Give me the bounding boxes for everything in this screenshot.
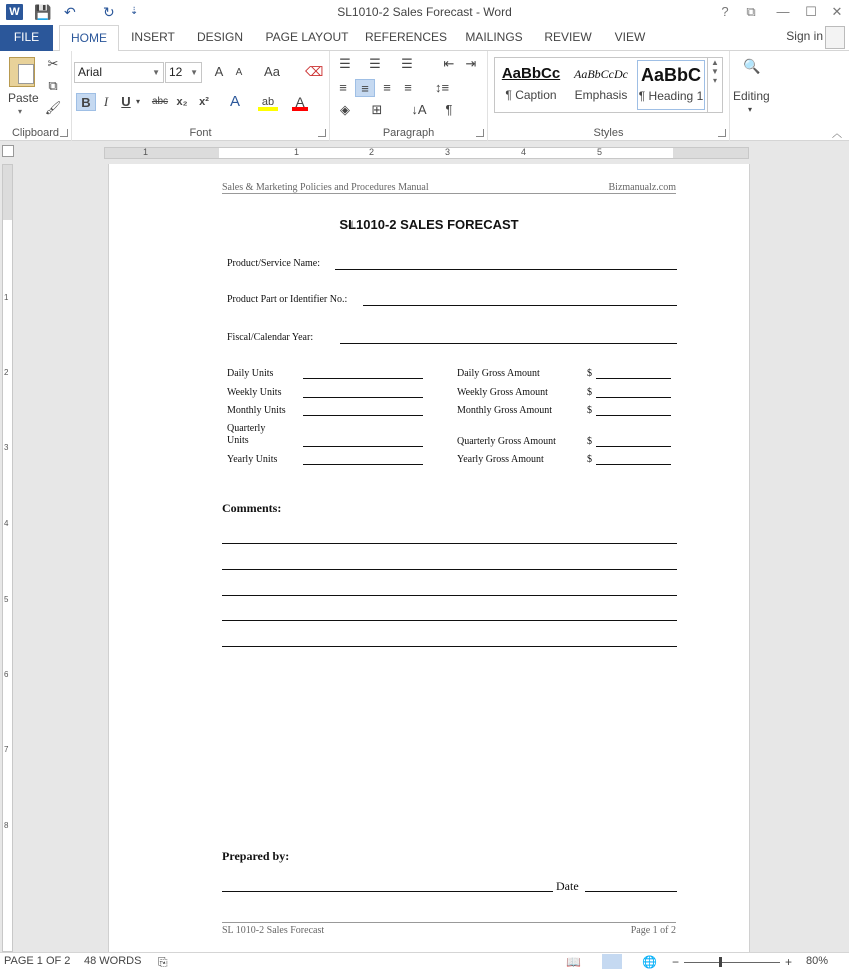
zoom-slider-track[interactable]	[684, 962, 780, 963]
quarterly-amount-label: Quarterly Gross Amount	[457, 436, 556, 447]
numbering-icon[interactable]: ☰	[369, 56, 381, 71]
user-avatar-icon[interactable]	[825, 26, 845, 49]
vruler-number: 1	[4, 293, 9, 302]
paragraph-launcher-icon[interactable]	[476, 129, 484, 137]
justify-icon[interactable]: ≡	[404, 80, 412, 95]
currency-sign: $	[587, 454, 592, 465]
quarterly-units-line	[303, 446, 423, 447]
currency-sign: $	[587, 436, 592, 447]
ruler-number: 2	[369, 147, 375, 157]
save-icon[interactable]: 💾	[34, 4, 52, 20]
ruler-number: 3	[445, 147, 451, 157]
vruler-number: 2	[4, 368, 9, 377]
footer-left-text: SL 1010-2 Sales Forecast	[222, 925, 325, 936]
weekly-amount-line	[596, 397, 671, 398]
yearly-units-label: Yearly Units	[227, 454, 278, 465]
decrease-indent-icon[interactable]: ⇤	[443, 56, 455, 71]
currency-sign: $	[587, 368, 592, 379]
prepared-by-heading: Prepared by:	[222, 849, 290, 863]
word-app-icon[interactable]: W	[6, 4, 23, 20]
maximize-button[interactable]: ☐	[805, 4, 817, 19]
clipboard-launcher-icon[interactable]	[60, 129, 68, 137]
comment-line	[222, 569, 677, 570]
close-button[interactable]: ✕	[831, 4, 843, 19]
cut-icon[interactable]: ✂	[47, 56, 59, 71]
highlight-color-icon[interactable]: ab	[258, 93, 278, 111]
quarterly-units-label: Quarterly Units	[227, 423, 266, 446]
currency-sign: $	[587, 387, 592, 398]
text-effects-icon[interactable]: A	[229, 93, 240, 110]
print-layout-icon[interactable]	[602, 954, 622, 969]
yearly-units-line	[303, 464, 423, 465]
vruler-number: 5	[4, 595, 9, 604]
editing-dropdown-icon[interactable]: ▾	[748, 105, 753, 114]
font-label: Font	[189, 127, 212, 139]
tab-mailings[interactable]: MAILINGS	[465, 30, 523, 44]
weekly-units-line	[303, 397, 423, 398]
vertical-scrollbar[interactable]	[832, 164, 849, 952]
font-color-icon[interactable]: A	[292, 93, 308, 111]
word-count-status[interactable]: 48 WORDS	[84, 955, 142, 967]
show-formatting-icon[interactable]: ¶	[445, 102, 453, 117]
undo-icon[interactable]: ↶	[64, 4, 76, 20]
daily-amount-label: Daily Gross Amount	[457, 368, 540, 379]
paste-icon[interactable]	[9, 57, 35, 87]
styles-gallery-scroll[interactable]: ▲ ▼ ▾	[708, 57, 723, 113]
align-left-icon[interactable]: ≡	[339, 80, 347, 95]
copy-icon[interactable]: ⧉	[48, 78, 58, 93]
window-title: SL1010-2 Sales Forecast - Word	[337, 5, 512, 19]
monthly-amount-label: Monthly Gross Amount	[457, 405, 553, 416]
product-name-label: Product/Service Name:	[227, 258, 321, 269]
paste-dropdown-icon[interactable]: ▾	[18, 107, 23, 116]
tab-references[interactable]: REFERENCES	[364, 30, 447, 44]
page-footer	[222, 922, 676, 936]
header-left-text: Sales & Marketing Policies and Procedures Manual	[222, 182, 429, 193]
paragraph-label: Paragraph	[382, 127, 435, 139]
daily-amount-line	[596, 378, 671, 379]
editing-button[interactable]: Editing	[733, 89, 770, 103]
clear-formatting-icon[interactable]: ⌫	[305, 64, 324, 79]
ribbon-display-options-button[interactable]: ⧉	[746, 4, 756, 19]
proofing-icon[interactable]: ⎘	[158, 955, 168, 969]
zoom-slider-thumb[interactable]	[719, 957, 722, 967]
horizontal-ruler[interactable]	[104, 147, 749, 159]
grow-font-icon[interactable]: A	[214, 64, 224, 79]
document-title: SL1010-2 SALES FORECAST	[339, 217, 519, 232]
read-mode-icon[interactable]: 📖	[566, 955, 581, 969]
ribbon-tabs	[0, 25, 849, 51]
tab-home[interactable]: HOME	[59, 25, 119, 52]
font-name-combo[interactable]: Arial ▼	[74, 62, 164, 83]
bullets-icon[interactable]: ☰	[339, 56, 351, 71]
vruler-number: 7	[4, 745, 9, 754]
sort-icon[interactable]: ↓A	[411, 102, 427, 117]
part-number-label: Product Part or Identifier No.:	[227, 294, 348, 305]
change-case-icon[interactable]: Aa	[264, 64, 280, 79]
currency-sign: $	[587, 405, 592, 416]
monthly-units-line	[303, 415, 423, 416]
prepared-by-line	[222, 891, 553, 892]
styles-label: Styles	[593, 127, 624, 139]
shading-icon[interactable]: ◈	[340, 102, 350, 117]
daily-units-line	[303, 378, 423, 379]
clipboard-group	[0, 51, 72, 141]
monthly-amount-line	[596, 415, 671, 416]
align-center-icon[interactable]: ≡	[355, 79, 375, 97]
tab-insert[interactable]: INSERT	[131, 30, 175, 44]
borders-icon[interactable]: ⊞	[371, 102, 383, 117]
tab-file[interactable]: FILE	[0, 25, 53, 51]
font-size-combo[interactable]: 12 ▼	[165, 62, 202, 83]
tab-page-layout[interactable]: PAGE LAYOUT	[265, 30, 349, 44]
clipboard-label: Clipboard	[11, 127, 60, 139]
vertical-ruler[interactable]	[2, 164, 13, 952]
italic-button[interactable]: I	[103, 94, 109, 109]
paragraph-group	[330, 51, 488, 141]
font-launcher-icon[interactable]	[318, 129, 326, 137]
ruler-number: 4	[521, 147, 527, 157]
vruler-number: 8	[4, 821, 9, 830]
redo-icon[interactable]: ↻	[103, 4, 115, 20]
style-heading-1[interactable]: AaBbC ¶ Heading 1	[637, 60, 705, 110]
ruler-number: 1	[294, 147, 300, 157]
date-label: Date	[556, 879, 579, 893]
document-page[interactable]	[108, 164, 750, 952]
subscript-button[interactable]: x₂	[176, 96, 188, 108]
vruler-number: 4	[4, 519, 9, 528]
vruler-number: 3	[4, 443, 9, 452]
collapse-ribbon-icon[interactable]: ︿	[832, 129, 842, 140]
tab-view[interactable]: VIEW	[614, 30, 646, 44]
comment-line	[222, 543, 677, 544]
tab-review[interactable]: REVIEW	[544, 30, 592, 44]
daily-units-label: Daily Units	[227, 368, 274, 379]
styles-launcher-icon[interactable]	[718, 129, 726, 137]
font-group	[72, 51, 330, 141]
weekly-amount-label: Weekly Gross Amount	[457, 387, 548, 398]
comment-line	[222, 595, 677, 596]
ruler-number: 1	[143, 147, 149, 157]
yearly-amount-line	[596, 464, 671, 465]
style-caption[interactable]: AaBbCc ¶ Caption	[501, 65, 561, 102]
styles-gallery	[494, 57, 708, 113]
ribbon	[0, 51, 849, 141]
comment-line	[222, 620, 677, 621]
tab-selector-icon[interactable]	[2, 145, 14, 157]
line-spacing-icon[interactable]: ↕≡	[434, 80, 450, 95]
superscript-button[interactable]: x²	[199, 96, 209, 108]
weekly-units-label: Weekly Units	[227, 387, 282, 398]
format-painter-icon[interactable]: 🖌	[44, 100, 62, 115]
customize-qat-icon[interactable]: ⇣	[130, 6, 139, 17]
quarterly-amount-line	[596, 446, 671, 447]
ruler-number: 5	[597, 147, 603, 157]
editing-group	[730, 51, 775, 141]
page-count-status[interactable]: PAGE 1 OF 2	[4, 955, 71, 967]
strikethrough-button[interactable]: abc	[151, 96, 169, 107]
yearly-amount-label: Yearly Gross Amount	[457, 454, 544, 465]
increase-indent-icon[interactable]: ⇥	[465, 56, 477, 71]
header-right-text: Bizmanualz.com	[608, 182, 676, 193]
sign-in-link[interactable]: Sign in	[786, 29, 823, 43]
comment-line	[222, 646, 677, 647]
year-line	[340, 343, 677, 344]
underline-dropdown-icon[interactable]: ▾	[135, 97, 140, 106]
monthly-units-label: Monthly Units	[227, 405, 286, 416]
align-right-icon[interactable]: ≡	[383, 80, 391, 95]
find-icon[interactable]: 🔍	[743, 58, 761, 74]
part-number-line	[363, 305, 677, 306]
footer-page-number: Page 1 of 2	[630, 925, 676, 936]
zoom-out-button[interactable]: −	[672, 955, 680, 969]
tab-design[interactable]: DESIGN	[196, 30, 243, 44]
zoom-in-button[interactable]: +	[785, 955, 793, 969]
style-emphasis[interactable]: AaBbCcDc Emphasis	[574, 67, 628, 102]
year-label: Fiscal/Calendar Year:	[227, 332, 314, 343]
paste-button[interactable]: Paste	[8, 91, 39, 105]
zoom-level[interactable]: 80%	[806, 955, 829, 967]
date-line	[585, 891, 677, 892]
web-layout-icon[interactable]: 🌐	[642, 955, 657, 969]
status-bar	[0, 952, 849, 970]
minimize-button[interactable]: —	[776, 4, 790, 19]
bold-button[interactable]: B	[76, 93, 96, 111]
title-bar	[0, 0, 849, 25]
product-name-line	[335, 269, 677, 270]
comments-heading: Comments:	[222, 501, 282, 515]
vruler-number: 6	[4, 670, 9, 679]
shrink-font-icon[interactable]: A	[235, 67, 243, 78]
multilevel-list-icon[interactable]: ☰	[401, 56, 413, 71]
page-header	[222, 182, 676, 194]
help-button[interactable]: ?	[721, 4, 729, 19]
underline-button[interactable]: U	[121, 94, 131, 109]
